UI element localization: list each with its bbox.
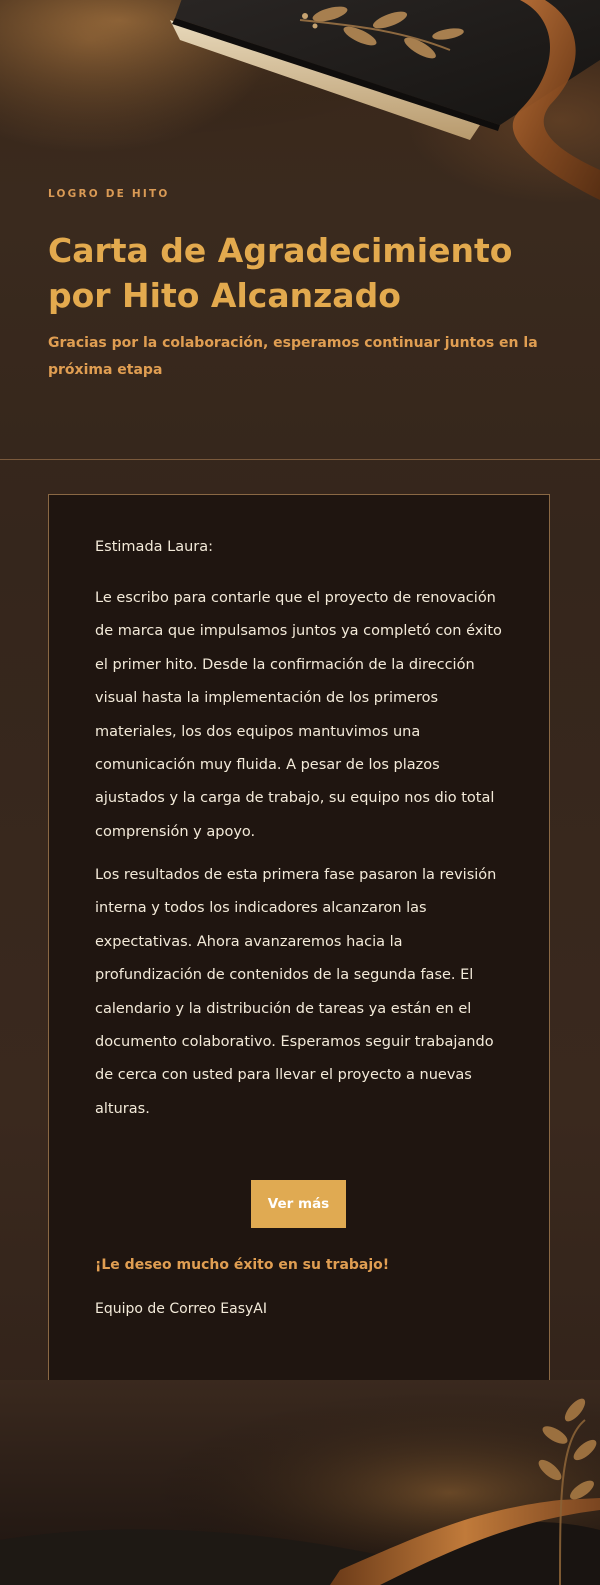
letter-paragraph: Los resultados de esta primera fase pasaron la revisión interna y todos los indicadores alcanzaron las expectativas. Ahora avanzaremos hacia la profundización de contenidos de la segunda fase. El calendario y la distribución de tareas ya están en el documento colaborativo. Esperamos seguir trabajando de cerca con usted para llevar el proyecto a nuevas alturas. <box>95 867 497 1117</box>
hero-banner <box>0 0 600 460</box>
letter-greeting: Estimada Laura: <box>95 539 214 555</box>
letter-signature: Equipo de Correo EasyAI <box>95 1301 267 1317</box>
divider <box>0 459 600 460</box>
letter-paragraph: Le escribo para contarle que el proyecto de renovación de marca que impulsamos juntos ya completó con éxito el primer hito. Desde la confirmación de la dirección visual hasta la implementación de los primeros materiales, los dos equipos mantuvimos una comunicación muy fluida. A pesar de los plazos ajustados y la carga de trabajo, su equipo nos dio total comprensión y apoyo. <box>95 590 502 840</box>
ribbon-illustration <box>0 1380 600 1585</box>
page-subtitle: Gracias por la colaboración, esperamos continuar juntos en la próxima etapa <box>48 335 538 378</box>
letter-card <box>48 494 550 1386</box>
page-title: Carta de Agradecimiento por Hito Alcanzado <box>48 231 513 315</box>
view-more-button[interactable]: Ver más <box>251 1180 346 1228</box>
letter-closing: ¡Le deseo mucho éxito en su trabajo! <box>95 1257 390 1273</box>
eyebrow-label: LOGRO DE HITO <box>48 188 170 200</box>
